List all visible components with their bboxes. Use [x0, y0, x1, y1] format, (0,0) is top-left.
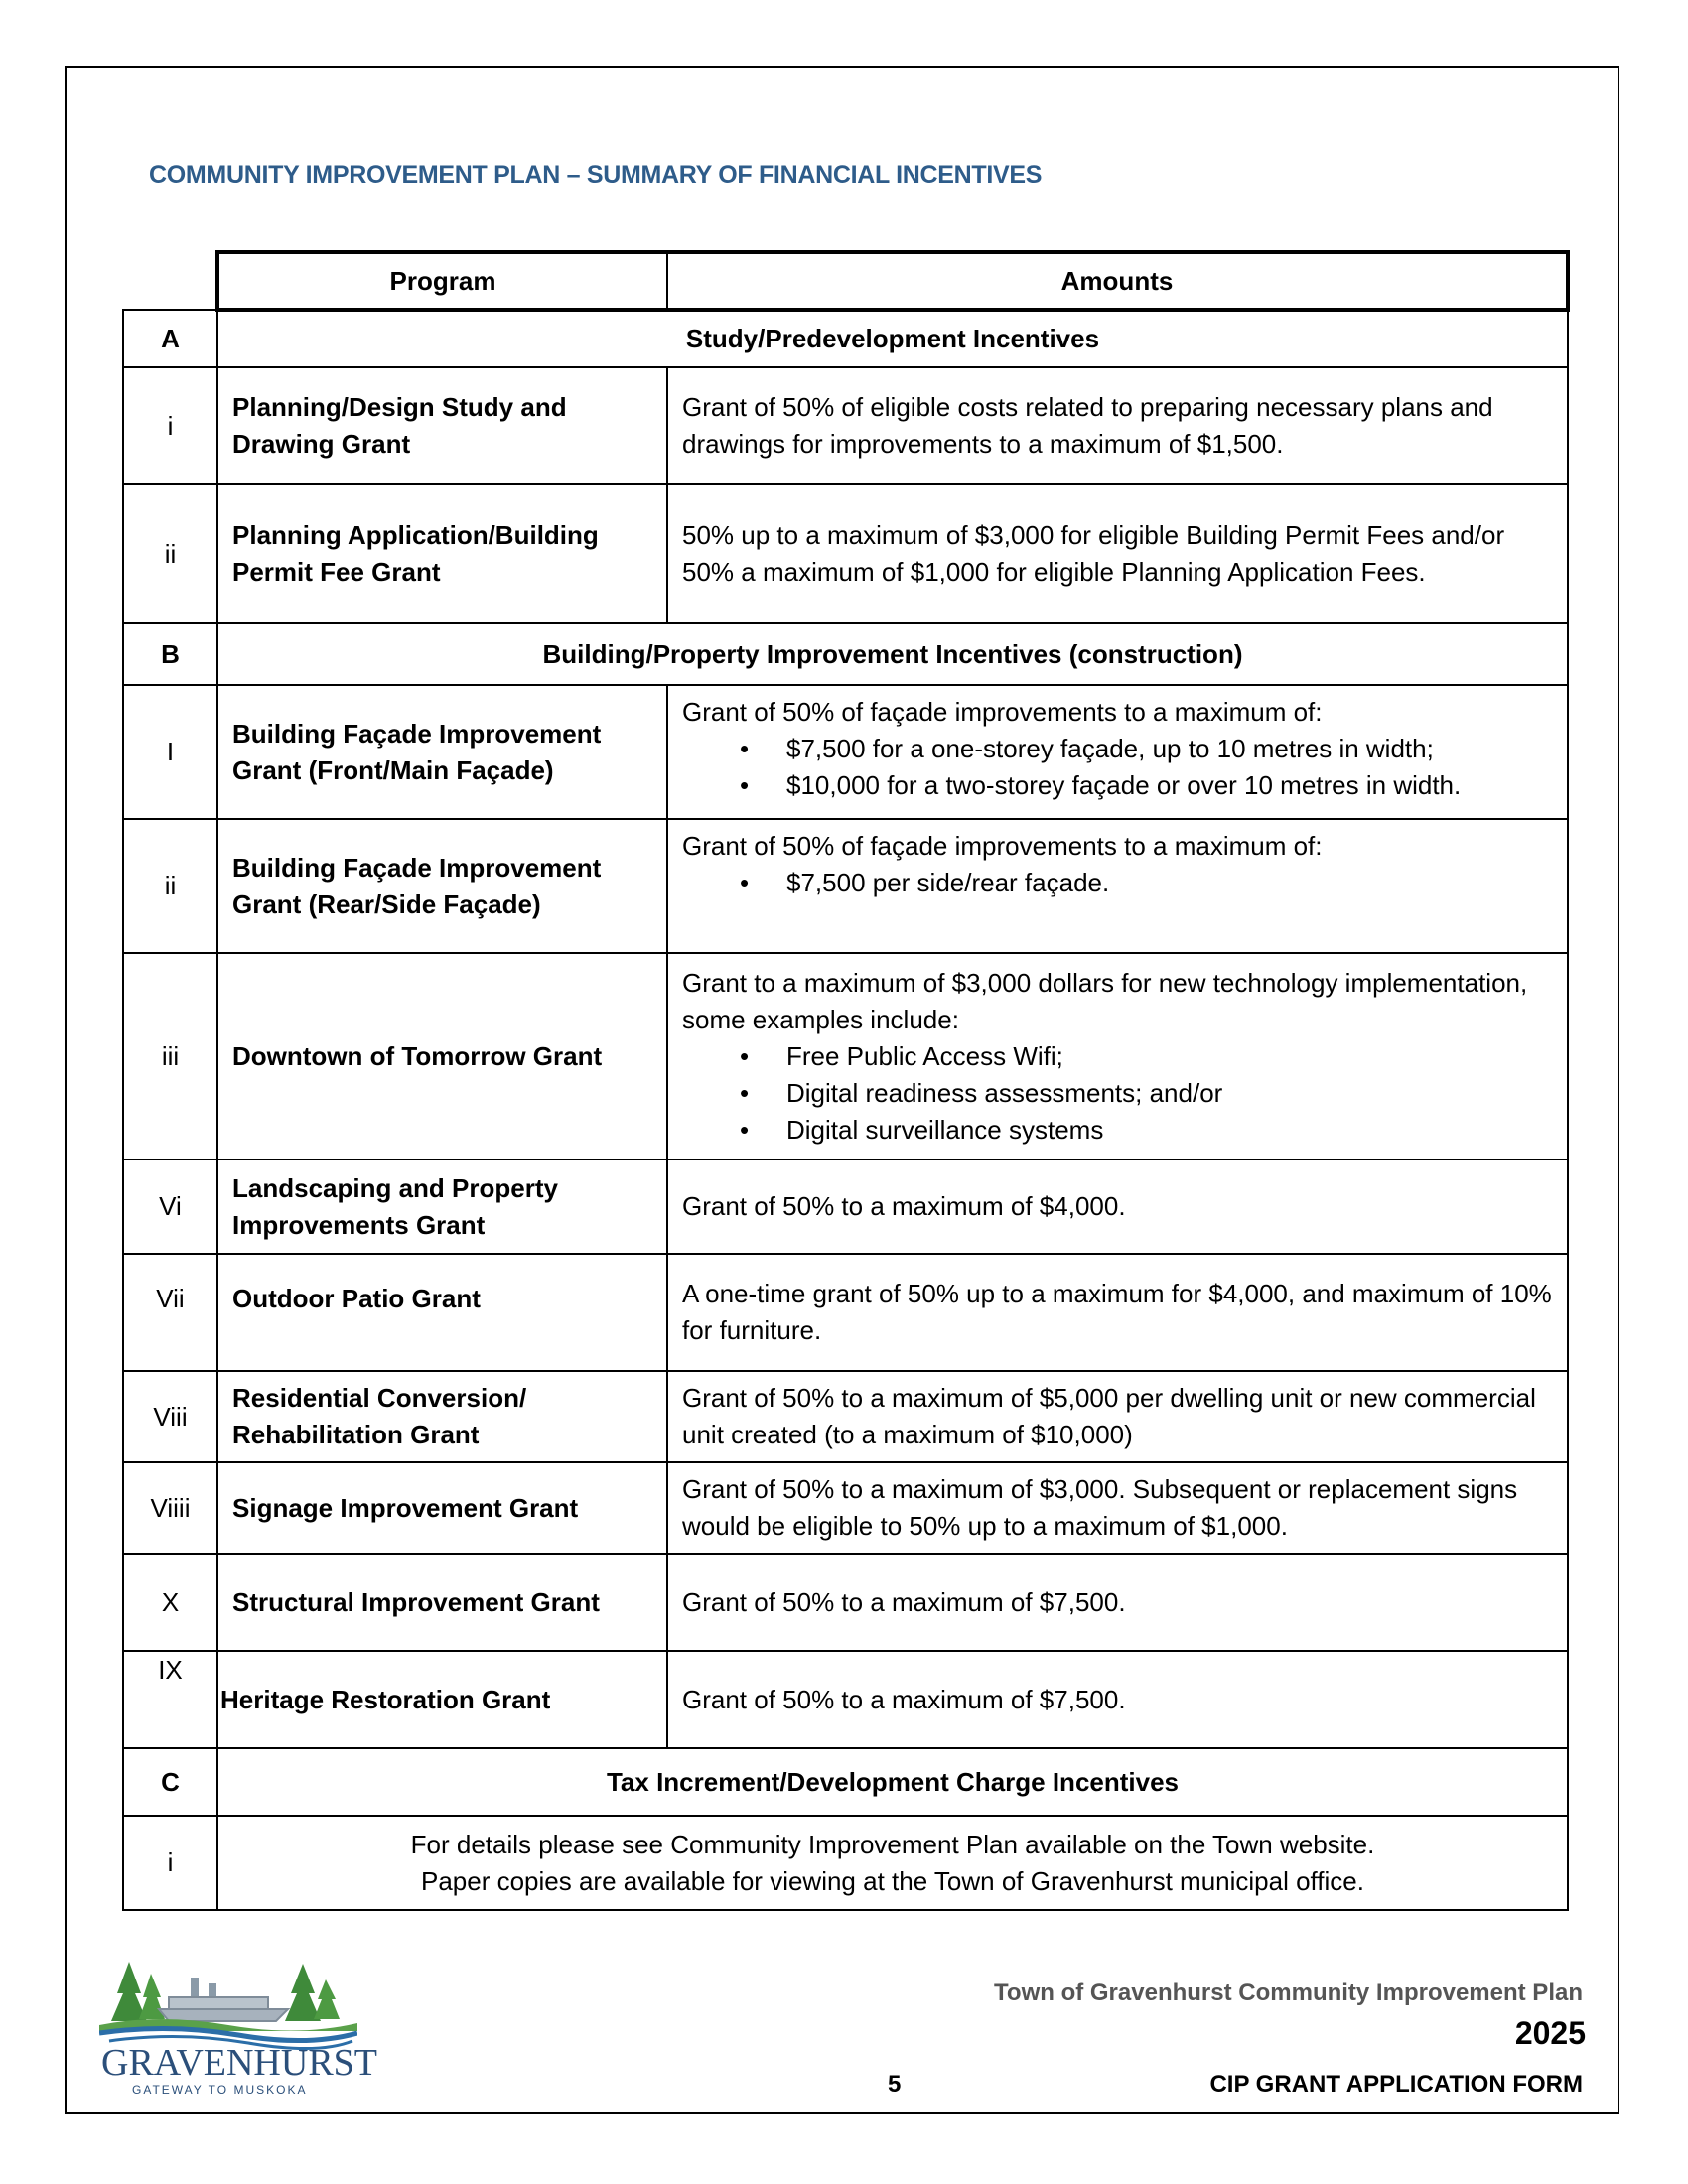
- program-amount: Grant of 50% of eligible costs related to preparing necessary plans and drawings for improvements to a maximum of $1,500.: [667, 367, 1568, 484]
- section-row-a: [123, 310, 1568, 367]
- footer-organization: Town of Gravenhurst Community Improvement Plan: [994, 1979, 1583, 2006]
- table-row: [123, 1160, 1568, 1254]
- incentives-table: [122, 250, 1570, 1911]
- row-code: Viii: [123, 1371, 217, 1462]
- amount-bullet: • $10,000 for a two-storey façade or over 10 metres in width.: [682, 767, 1553, 804]
- program-amount: Grant of 50% to a maximum of $7,500.: [667, 1554, 1568, 1651]
- table-row: [123, 1651, 1568, 1748]
- program-name: Outdoor Patio Grant: [217, 1254, 667, 1371]
- program-amount: [667, 953, 1568, 1160]
- amount-intro: Grant to a maximum of $3,000 dollars for new technology implementation, some examples include:: [682, 967, 1528, 1034]
- details-line: For details please see Community Improvement Plan available on the Town website.: [410, 1829, 1375, 1859]
- table-row: [123, 953, 1568, 1160]
- amount-intro: Grant of 50% of façade improvements to a maximum of:: [682, 831, 1323, 861]
- table-row: [123, 685, 1568, 819]
- column-header-amounts: Amounts: [667, 252, 1568, 310]
- program-amount: Grant of 50% to a maximum of $4,000.: [667, 1160, 1568, 1254]
- program-amount: [667, 685, 1568, 819]
- amount-bullet: • Digital surveillance systems: [682, 1112, 1553, 1149]
- table-row: [123, 367, 1568, 484]
- program-name: Landscaping and Property Improvements Grant: [217, 1160, 667, 1254]
- header-corner: [123, 252, 217, 310]
- row-code: Viiii: [123, 1462, 217, 1554]
- program-amount: Grant of 50% to a maximum of $5,000 per dwelling unit or new commercial unit created (to a maximum of $10,000): [667, 1371, 1568, 1462]
- row-code: ii: [123, 484, 217, 623]
- table-row: [123, 819, 1568, 953]
- table-header-row: [123, 252, 1568, 310]
- row-code: iii: [123, 953, 217, 1160]
- amount-bullet: • $7,500 for a one-storey façade, up to 10 metres in width;: [682, 731, 1553, 767]
- page-title: COMMUNITY IMPROVEMENT PLAN – SUMMARY OF FINANCIAL INCENTIVES: [149, 161, 1043, 189]
- section-row-c: [123, 1748, 1568, 1816]
- row-code: ii: [123, 819, 217, 953]
- row-code: IX: [123, 1651, 217, 1748]
- program-amount: Grant of 50% to a maximum of $7,500.: [667, 1651, 1568, 1748]
- section-row-b: [123, 623, 1568, 685]
- footer-year: 2025: [1514, 2015, 1586, 2051]
- row-code: Vii: [123, 1254, 217, 1371]
- row-code: i: [123, 1816, 217, 1910]
- program-name: Downtown of Tomorrow Grant: [217, 953, 667, 1160]
- section-code: C: [123, 1748, 217, 1816]
- program-name: Heritage Restoration Grant: [217, 1651, 667, 1748]
- table-row: [123, 1816, 1568, 1910]
- table-row: [123, 1371, 1568, 1462]
- amount-bullet: • $7,500 per side/rear façade.: [682, 865, 1553, 901]
- logo-tagline: GATEWAY TO MUSKOKA: [132, 2083, 308, 2097]
- program-name: Planning/Design Study and Drawing Grant: [217, 367, 667, 484]
- page-number: 5: [888, 2071, 902, 2098]
- section-title: Building/Property Improvement Incentives (construction): [217, 623, 1568, 685]
- section-code: A: [123, 310, 217, 367]
- section-code: B: [123, 623, 217, 685]
- logo-wordmark: GRAVENHURST: [101, 2042, 378, 2084]
- program-name: Building Façade Improvement Grant (Rear/Side Façade): [217, 819, 667, 953]
- row-code: Vi: [123, 1160, 217, 1254]
- table-row: [123, 1462, 1568, 1554]
- details-note: [217, 1816, 1568, 1910]
- column-header-program: Program: [217, 252, 667, 310]
- program-name: Signage Improvement Grant: [217, 1462, 667, 1554]
- footer-form-name: CIP GRANT APPLICATION FORM: [1209, 2071, 1583, 2098]
- amount-intro: Grant of 50% of façade improvements to a maximum of:: [682, 697, 1323, 727]
- program-name: Building Façade Improvement Grant (Front/Main Façade): [217, 685, 667, 819]
- section-title: Tax Increment/Development Charge Incentives: [217, 1748, 1568, 1816]
- program-name: Residential Conversion/ Rehabilitation Grant: [217, 1371, 667, 1462]
- details-line: Paper copies are available for viewing at the Town of Gravenhurst municipal office.: [420, 1865, 1364, 1896]
- row-code: i: [123, 367, 217, 484]
- row-code: X: [123, 1554, 217, 1651]
- amount-bullet: • Digital readiness assessments; and/or: [682, 1075, 1553, 1112]
- program-amount: 50% up to a maximum of $3,000 for eligible Building Permit Fees and/or 50% a maximum of $1,000 for eligible Planning Application Fees.: [667, 484, 1568, 623]
- program-amount: Grant of 50% to a maximum of $3,000. Subsequent or replacement signs would be eligible to 50% up to a maximum of $1,000.: [667, 1462, 1568, 1554]
- amount-bullet: • Free Public Access Wifi;: [682, 1038, 1553, 1075]
- program-name: Structural Improvement Grant: [217, 1554, 667, 1651]
- section-title: Study/Predevelopment Incentives: [217, 310, 1568, 367]
- table-row: [123, 1554, 1568, 1651]
- program-amount: A one-time grant of 50% up to a maximum for $4,000, and maximum of 10% for furniture.: [667, 1254, 1568, 1371]
- program-name: Planning Application/Building Permit Fee Grant: [217, 484, 667, 623]
- program-amount: [667, 819, 1568, 953]
- table-row: [123, 1254, 1568, 1371]
- table-row: [123, 484, 1568, 623]
- row-code: I: [123, 685, 217, 819]
